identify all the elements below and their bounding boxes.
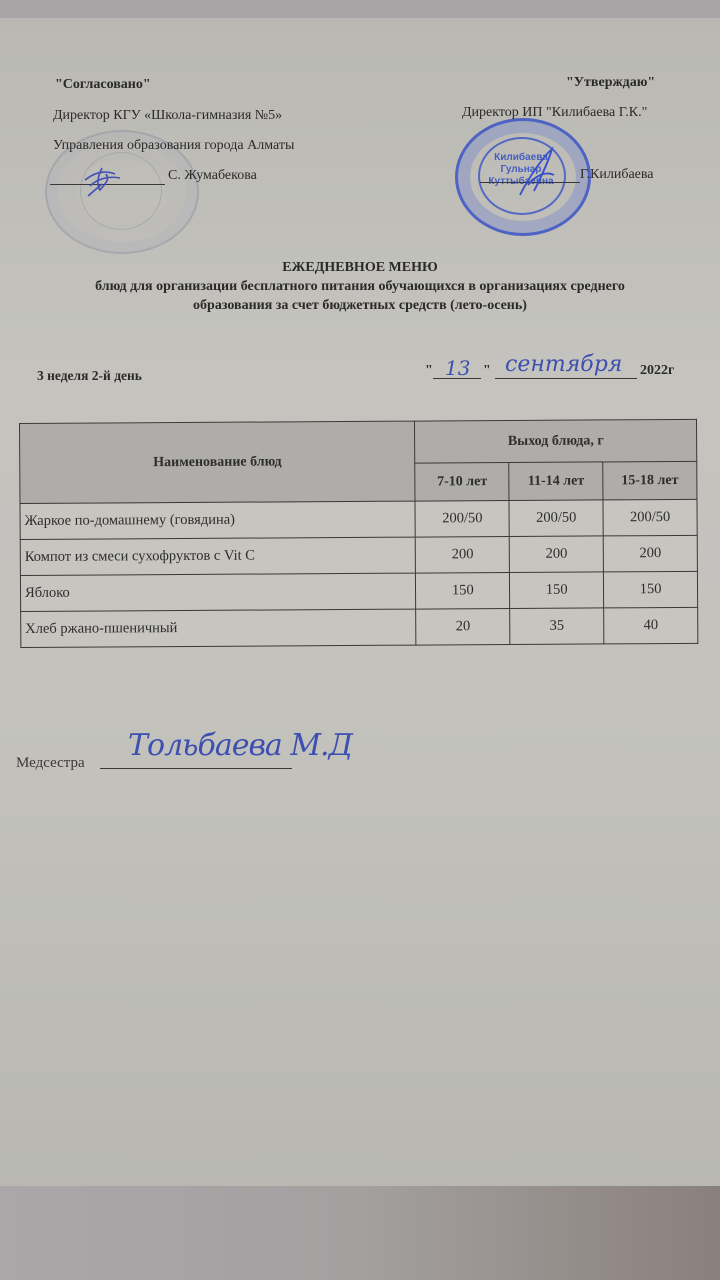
director-position-right: Директор ИП "Килибаева Г.К." — [462, 105, 648, 120]
dish-name: Жаркое по-домашнему (говядина) — [20, 501, 416, 539]
col-header-age-7-10: 7-10 лет — [415, 463, 509, 502]
portion-7-10: 20 — [416, 609, 510, 646]
stamp-text-line-1: Килибаева — [494, 152, 548, 163]
table-row — [20, 535, 697, 575]
approval-label-right: "Утверждаю" — [566, 75, 656, 90]
col-header-age-11-14: 11-14 лет — [509, 462, 603, 501]
document-title: ЕЖЕДНЕВНОЕ МЕНЮ — [282, 260, 438, 275]
portion-15-18: 40 — [604, 607, 698, 644]
portion-15-18: 150 — [604, 571, 698, 608]
portion-7-10: 200 — [416, 537, 510, 574]
portion-7-10: 150 — [416, 573, 510, 610]
date-quote-open: " — [425, 363, 433, 378]
nurse-label: Медсестра — [16, 755, 85, 771]
document-subtitle-line-2: образования за счет бюджетных средств (лето-осень) — [193, 298, 527, 313]
table-row — [20, 499, 697, 539]
signature-left-icon — [80, 162, 125, 197]
approval-label-left: "Согласовано" — [55, 77, 151, 92]
table-row — [21, 607, 698, 647]
menu-table — [19, 419, 698, 648]
background-surface-top — [0, 0, 720, 20]
date-year: 2022г — [640, 363, 675, 378]
portion-15-18: 200 — [603, 535, 697, 572]
portion-11-14: 150 — [510, 572, 604, 609]
document-subtitle-line-1: блюд для организации бесплатного питания обучающихся в организациях среднего — [95, 279, 625, 294]
date-month-line — [495, 378, 637, 379]
signatory-left: С. Жумабекова — [168, 168, 257, 183]
date-month-handwritten: сентября — [505, 352, 623, 377]
nurse-signature-handwritten: Тольбаева М.Д — [128, 728, 352, 763]
week-day-label: 3 неделя 2-й день — [37, 368, 142, 383]
col-header-dish-name: Наименование блюд — [20, 421, 416, 503]
dish-name: Компот из смеси сухофруктов с Vit C — [20, 537, 416, 575]
organization-left: Управления образования города Алматы — [53, 138, 295, 153]
date-quote-close: " — [483, 363, 491, 378]
stamp-text-line-2: Гульнар — [500, 164, 542, 175]
portion-11-14: 35 — [510, 608, 604, 645]
signature-right-icon — [510, 145, 560, 200]
dish-name: Хлеб ржано-пшеничный — [21, 609, 417, 647]
nurse-signature-line — [100, 768, 292, 769]
col-header-portion-group: Выход блюда, г — [415, 419, 697, 463]
background-surface-bottom — [0, 1186, 720, 1280]
date-day-handwritten: 13 — [445, 356, 471, 380]
dish-name: Яблоко — [20, 573, 416, 611]
col-header-age-15-18: 15-18 лет — [603, 461, 697, 500]
table-header-row-1 — [20, 419, 697, 465]
director-position-left: Директор КГУ «Школа-гимназия №5» — [53, 108, 283, 123]
signatory-right: Г.Килибаева — [580, 167, 654, 182]
portion-11-14: 200 — [509, 536, 603, 573]
portion-11-14: 200/50 — [509, 500, 603, 537]
portion-7-10: 200/50 — [415, 501, 509, 538]
table-row — [20, 571, 697, 611]
portion-15-18: 200/50 — [603, 499, 697, 536]
